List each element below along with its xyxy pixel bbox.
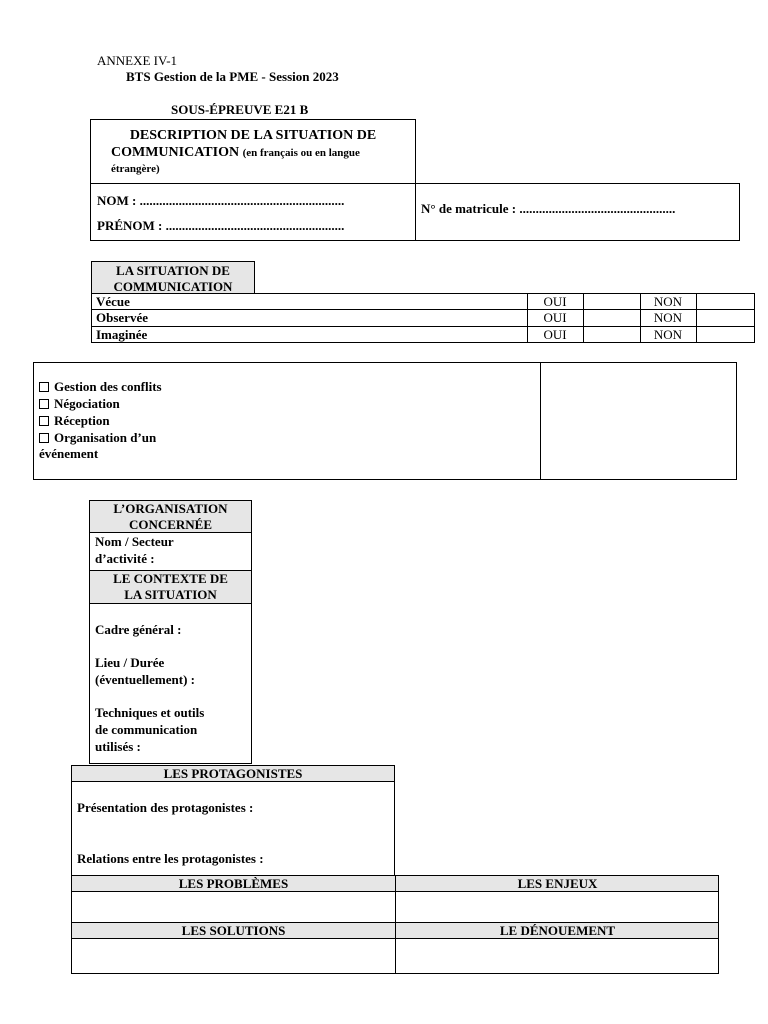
oui-option[interactable]: OUI [543, 327, 567, 342]
organisation-nom-line2: d’activité : [95, 551, 155, 566]
situation-header-line2: COMMUNICATION [113, 279, 233, 294]
checkbox-continuation-text: événement [39, 446, 99, 461]
relations-label: Relations entre les protagonistes : [77, 851, 264, 866]
enjeux-header: LES ENJEUX [517, 876, 598, 891]
contexte-header-line1: LE CONTEXTE DE [113, 571, 228, 586]
organisation-divider [89, 532, 252, 533]
presentation-label: Présentation des protagonistes : [77, 800, 254, 815]
techniques-label: Techniques et outils [95, 705, 205, 720]
solutions-header: LES SOLUTIONS [181, 923, 286, 938]
prenom-field[interactable]: PRÉNOM : ....................................................... [97, 218, 345, 233]
situation-row-label: Observée [96, 310, 148, 325]
organisation-header-line2: CONCERNÉE [128, 517, 213, 532]
protagonistes-header: LES PROTAGONISTES [163, 766, 303, 781]
non-option[interactable]: NON [653, 327, 683, 342]
description-title-line1: DESCRIPTION DE LA SITUATION DE [129, 128, 377, 143]
situation-row-label: Vécue [96, 294, 130, 309]
non-option[interactable]: NON [653, 294, 683, 309]
situation-header-line1: LA SITUATION DE [116, 263, 230, 278]
checkbox-negociation[interactable]: Négociation [39, 396, 120, 412]
cadre-general-label: Cadre général : [95, 622, 182, 637]
oui-option[interactable]: OUI [543, 294, 567, 309]
types-divider [540, 362, 541, 480]
checkbox-icon[interactable] [39, 399, 49, 409]
situation-header [91, 261, 255, 294]
description-title-line2: COMMUNICATION (en français ou en langue [111, 145, 360, 160]
oui-option[interactable]: OUI [543, 310, 567, 325]
description-title-note-2: étrangère) [111, 163, 160, 175]
techniques-label-3: utilisés : [95, 739, 141, 754]
situation-row-label: Imaginée [96, 327, 148, 342]
protagonistes-divider [71, 781, 395, 782]
nom-field[interactable]: NOM : ............................................................... [97, 193, 345, 208]
checkbox-organisation-evenement[interactable]: Organisation d’un [39, 430, 156, 446]
checkbox-icon[interactable] [39, 433, 49, 443]
problemes-header: LES PROBLÈMES [178, 876, 289, 891]
organisation-header-line1: L’ORGANISATION [113, 501, 228, 516]
checkbox-gestion-conflits[interactable]: Gestion des conflits [39, 379, 162, 395]
contexte-header-divider [89, 603, 252, 604]
situation-col-divider [583, 293, 584, 343]
techniques-label-2: de communication [95, 722, 198, 737]
checkbox-reception[interactable]: Réception [39, 413, 110, 429]
contexte-header-line2: LA SITUATION [124, 587, 217, 602]
checkbox-icon[interactable] [39, 382, 49, 392]
identity-divider [415, 119, 416, 241]
lieu-duree-label: Lieu / Durée [95, 655, 165, 670]
description-title-note: (en français ou en langue [242, 147, 360, 159]
exam-title: BTS Gestion de la PME - Session 2023 [126, 69, 339, 84]
checkbox-icon[interactable] [39, 416, 49, 426]
sub-exam-title: SOUS-ÉPREUVE E21 B [171, 102, 309, 117]
denouement-header: LE DÉNOUEMENT [499, 923, 616, 938]
annex-label: ANNEXE IV-1 [97, 53, 178, 68]
situation-col-divider [696, 293, 697, 343]
organisation-nom-line1: Nom / Secteur [95, 534, 174, 549]
matricule-field[interactable]: N° de matricule : ................................................ [421, 201, 676, 216]
description-box [90, 119, 416, 184]
lieu-duree-label-2: (éventuellement) : [95, 672, 195, 687]
non-option[interactable]: NON [653, 310, 683, 325]
